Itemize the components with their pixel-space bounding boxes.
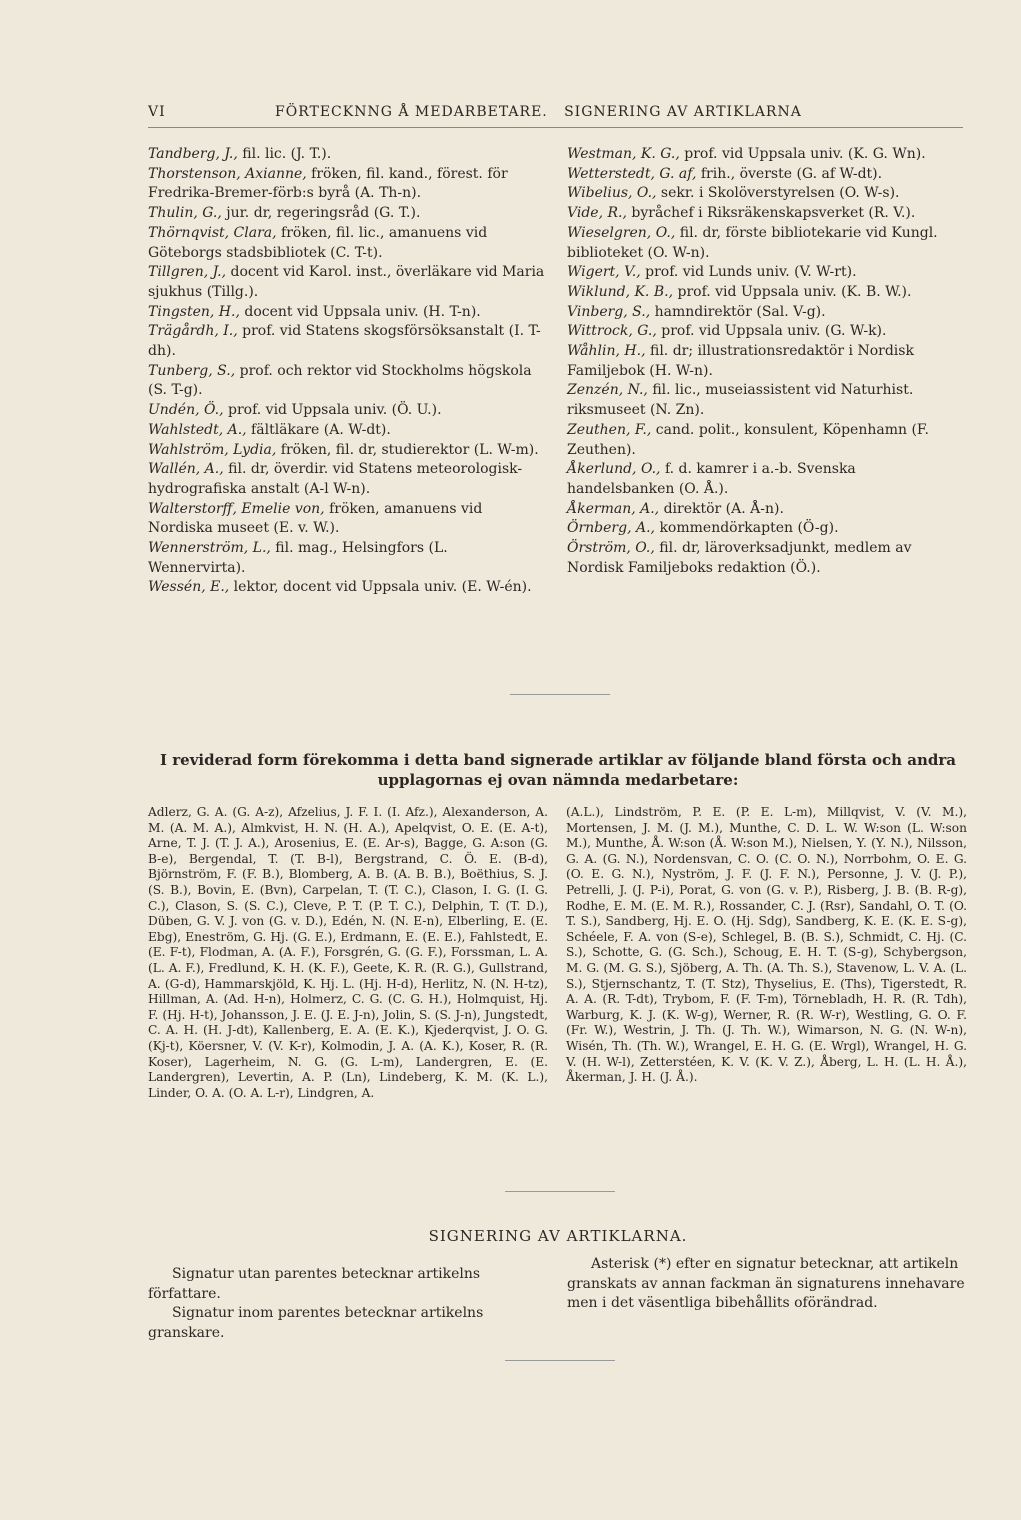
- contributor-entry: [148, 224, 546, 263]
- contributor-entry: [567, 165, 967, 185]
- contributor-description: fröken, fil. kand., förest. för Fredrika-Bremer-förb:s byrå (A. Th-n).: [148, 165, 508, 202]
- contributor-name: Trägårdh, I.,: [148, 323, 238, 340]
- contributor-description: prof. vid Uppsala univ. (Ö. U.).: [223, 402, 442, 419]
- signing-reviewer-note: Signatur inom parentes betecknar artikelns granskare.: [148, 1305, 484, 1341]
- contributor-name: Walterstorff, Emelie von,: [148, 500, 325, 517]
- contributor-entry: [567, 224, 967, 263]
- contributor-entry: [567, 283, 967, 303]
- contributor-entry: [148, 165, 546, 204]
- contributor-entry: [567, 421, 967, 460]
- contributor-description: docent vid Uppsala univ. (H. T-n).: [239, 303, 481, 320]
- contributor-description: fil. lic., museiassistent vid Naturhist. riksmuseet (N. Zn).: [567, 382, 914, 419]
- contributor-description: fröken, amanuens vid Nordiska museet (E. v. W.).: [148, 500, 483, 537]
- contributor-entry: [148, 145, 546, 165]
- contributor-entry: [567, 539, 967, 578]
- contributor-name: Åkerlund, O.,: [567, 461, 661, 478]
- contributor-entry: [567, 500, 967, 520]
- contributor-description: fil. dr; illustrationsredaktör i Nordisk Familjebok (H. W-n).: [567, 343, 914, 379]
- signing-author-note: Signatur utan parentes betecknar artikelns författare.: [148, 1266, 481, 1302]
- contributor-description: kommendörkapten (Ö-g).: [655, 520, 839, 537]
- contributor-name: Tillgren, J.,: [148, 264, 227, 281]
- contributor-description: prof. vid Statens skogsförsöksanstalt (I. T-dh).: [148, 323, 541, 360]
- contributor-name: Wennerström, L.,: [148, 540, 271, 557]
- signing-asterisk-note: Asterisk (*) efter en signatur betecknar, att artikeln granskats av annan fackman än signaturens innehavare men i det väsentliga bibehållits oförändrad.: [567, 1256, 965, 1311]
- contributor-name: Vide, R.,: [567, 205, 627, 222]
- signing-heading: SIGNERING AV ARTIKLARNA.: [428, 1227, 688, 1245]
- contributor-entry: [567, 184, 967, 204]
- contributor-entry: [567, 342, 967, 381]
- contributor-entry: [148, 401, 546, 421]
- contributor-entry: [148, 322, 546, 361]
- contributor-description: hamndirektör (Sal. V-g).: [650, 303, 826, 320]
- contributor-name: Wahlstedt, A.,: [148, 421, 247, 438]
- section-divider-3: [505, 1360, 615, 1361]
- contributor-name: Wiklund, K. B.,: [567, 283, 674, 300]
- signing-left-text: [148, 1265, 548, 1343]
- contributor-name: Thulin, G.,: [148, 205, 222, 222]
- contributor-description: fil. dr, förste bibliotekarie vid Kungl. biblioteket (O. W-n).: [567, 224, 938, 261]
- contributor-name: Örström, O.,: [567, 540, 655, 557]
- contributor-entry: [148, 500, 546, 539]
- page-header: [148, 104, 968, 128]
- contributor-entry: [148, 539, 546, 578]
- contributor-entry: [148, 441, 546, 461]
- contributor-description: fil. dr, läroverksadjunkt, medlem av Nordisk Familjeboks redaktion (Ö.).: [567, 540, 912, 576]
- contributor-entry: [148, 263, 546, 302]
- contributor-name: Thorstenson, Axianne,: [148, 165, 307, 182]
- contributor-description: fil. dr, överdir. vid Statens meteorologisk-hydrografiska anstalt (A-l W-n).: [148, 461, 523, 497]
- contributor-description: fröken, fil. dr, studierektor (L. W-m).: [276, 441, 539, 458]
- contributor-entry: [148, 303, 546, 323]
- contributor-description: frih., överste (G. af W-dt).: [696, 165, 883, 182]
- contributor-name: Zeuthen, F.,: [567, 421, 652, 438]
- contributor-entry: [567, 322, 967, 342]
- contributor-name: Åkerman, A.,: [567, 500, 660, 517]
- contributor-name: Wittrock, G.,: [567, 323, 657, 340]
- contributor-name: Tingsten, H.,: [148, 303, 240, 320]
- contributor-description: direktör (A. Å-n).: [659, 500, 784, 517]
- contributor-description: prof. vid Uppsala univ. (K. B. W.).: [673, 283, 912, 300]
- signing-right-text: [567, 1255, 967, 1314]
- contributor-name: Wieselgren, O.,: [567, 224, 676, 241]
- contributor-entry: [567, 381, 967, 420]
- revised-heading: I reviderad form förekomma i detta band signerade artiklar av följande bland första och andra upplagornas ej ovan nämnda medarbetare:: [160, 751, 956, 789]
- contributor-name: Wetterstedt, G. af,: [567, 165, 697, 182]
- contributor-description: cand. polit., konsulent, Köpenhamn (F. Zeuthen).: [567, 421, 929, 458]
- contributor-name: Wessén, E.,: [148, 579, 230, 596]
- contributor-name: Westman, K. G.,: [567, 146, 680, 162]
- contributor-entry: [567, 460, 967, 499]
- contributor-name: Örnberg, A.,: [567, 520, 655, 537]
- contributor-entry: [567, 263, 967, 283]
- contributor-description: jur. dr, regeringsråd (G. T.).: [221, 205, 421, 222]
- contributor-entry: [567, 145, 967, 165]
- contributor-description: fil. lic. (J. T.).: [237, 146, 332, 162]
- contributors-left-column: [148, 145, 546, 598]
- contributor-description: fältläkare (A. W-dt).: [246, 421, 391, 438]
- contributor-name: Tandberg, J.,: [148, 146, 238, 162]
- contributor-entry: [567, 303, 967, 323]
- contributor-entry: [148, 578, 546, 598]
- contributor-entry: [148, 421, 546, 441]
- contributor-description: docent vid Karol. inst., överläkare vid Maria sjukhus (Tillg.).: [148, 264, 545, 300]
- contributor-name: Wallén, A.,: [148, 461, 224, 478]
- revised-list-left: Adlerz, G. A. (G. A-z), Afzelius, J. F. I. (I. Afz.), Alexanderson, A. M. (A. M. A.), Almkvist, H. N. (H. A.), Apelqvist, O. E. (E. A-t), Arne, T. J. (T. J. A.), Arosenius, E. (E. Ar-s), Bagge, G. A:son (G. B-e), Bergendal, T. (T. B-l), Bergstrand, C. Ö. E. (B-d), Björnström, F. (F. B.), Blomberg, A. B. (A. B. B.), Boëthius, S. J. (S. B.), Bovin, E. (Bvn), Carpelan, T. (T. C.), Clason, I. G. (I. G. C.), Clason, S. (S. C.), Cleve, P. T. (P. T. C.), Delphin, T. (T. D.), Düben, G. V. J. von (G. v. D.), Edén, N. (N. E-n), Elberling, E. (E. Ebg), Eneström, G. Hj. (G. E.), Erdmann, E. (E. E.), Fahlstedt, E. (E. F-t), Flodman, A. (A. F.), Forsgrén, G. (G. F.), Forssman, L. A. (L. A. F.), Fredlund, K. H. (K. F.), Geete, K. R. (R. G.), Gullstrand, A. (G-d), Hammarskjöld, K. Hj. L. (Hj. H-d), Herlitz, N. (N. H-tz), Hillman, A. (Ad. H-n), Holmerz, C. G. (C. G. H.), Holmquist, Hj. F. (Hj. H-t), Johansson, J. E. (J. E. J-n), Jolin, S. (S. J-n), Jungstedt, C. A. H. (H. J-dt), Kallenberg, E. A. (E. K.), Kjederqvist, J. O. G. (Kj-t), Köersner, V. (V. K-r), Kolmodin, J. A. (A. K.), Koser, R. (R. Koser), Lagerheim, N. G. (G. L-m), Landergren, E. (E. Landergren), Levertin, A. P. (Ln), Lindeberg, K. M. (K. L.), Linder, O. A. (O. A. L-r), Lindgren, A.: [148, 805, 548, 1100]
- contributor-description: prof. vid Uppsala univ. (K. G. Wn).: [679, 146, 926, 162]
- contributor-description: byråchef i Riksräkenskapsverket (R. V.).: [626, 205, 916, 222]
- contributor-description: prof. vid Uppsala univ. (G. W-k).: [656, 323, 887, 340]
- contributor-name: Wigert, V.,: [567, 264, 641, 281]
- page-header-title: FÖRTECKNNG Å MEDARBETARE. SIGNERING AV ARTIKLARNA: [275, 104, 802, 120]
- contributor-description: fröken, fil. lic., amanuens vid Göteborgs stadsbibliotek (C. T-t).: [148, 224, 488, 261]
- contributor-entry: [148, 362, 546, 401]
- contributor-description: f. d. kamrer i a.-b. Svenska handelsbanken (O. Å.).: [567, 461, 856, 497]
- contributor-name: Zenzén, N.,: [567, 382, 648, 399]
- revised-list-right: (A.L.), Lindström, P. E. (P. E. L-m), Millqvist, V. (V. M.), Mortensen, J. M. (J. M.), Munthe, C. D. L. W. W:son (L. W:son M.), Munthe, Å. W:son (Å. W:son M.), Nielsen, Y. (Y. N.), Nilsson, G. A. (G. N.), Nordensvan, C. O. (C. O. N.), Norrbohm, O. E. G. (O. E. G. N.), Nyström, J. F. (J. F. N.), Personne, J. V. (J. P.), Petrelli, J. (J. P-i), Porat, G. von (G. v. P.), Risberg, J. B. (B. R-g), Rodhe, E. M. (E. M. R.), Rossander, C. J. (Rsr), Sandahl, O. T. (O. T. S.), Sandberg, Hj. E. O. (Hj. Sdg), Sandberg, K. E. (K. E. S-g), Schéele, F. A. von (S-e), Schlegel, B. (B. S.), Schmidt, C. Hj. (C. S.), Schotte, G. (G. Sch.), Schoug, E. H. T. (S-g), Schybergson, M. G. (M. G. S.), Sjöberg, A. Th. (A. Th. S.), Stavenow, L. V. A. (L. S.), Stjernschantz, T. (T. Stz), Thyselius, E. (Ths), Tigerstedt, R. A. A. (R. T-dt), Trybom, F. (F. T-m), Törnebladh, H. R. (R. Tdh), Warburg, K. J. (K. W-g), Werner, R. (R. W-r), Westling, G. O. F. (Fr. W.), Westrin, J. Th. (J. Th. W.), Wimarson, N. G. (N. W-n), Wisén, Th. (Th. W.), Wrangel, E. H. G. (E. Wrgl), Wrangel, H. G. V. (H. W-l), Zetterstéen, K. V. (K. V. Z.), Åberg, L. H. (L. H. Å.), Åkerman, J. H. (J. Å.).: [566, 805, 967, 1085]
- contributor-entry: [148, 204, 546, 224]
- contributor-description: sekr. i Skolöverstyrelsen (O. W-s).: [656, 185, 900, 202]
- contributor-name: Wåhlin, H.,: [567, 343, 646, 360]
- section-divider-2: [505, 1191, 615, 1192]
- contributor-name: Wahlström, Lydia,: [148, 441, 277, 458]
- header-rule: [148, 127, 963, 128]
- contributor-description: lektor, docent vid Uppsala univ. (E. W-én).: [229, 579, 532, 596]
- contributor-description: fil. mag., Helsingfors (L. Wennervirta).: [148, 540, 448, 576]
- contributor-entry: [567, 204, 967, 224]
- contributor-name: Tunberg, S.,: [148, 362, 236, 379]
- contributor-description: prof. och rektor vid Stockholms högskola (S. T-g).: [148, 362, 532, 399]
- contributors-right-column: [567, 145, 967, 578]
- contributor-description: prof. vid Lunds univ. (V. W-rt).: [640, 264, 857, 281]
- page-number: VI: [148, 104, 166, 120]
- contributor-name: Wibelius, O.,: [567, 185, 657, 202]
- contributor-entry: [148, 460, 546, 499]
- contributor-name: Thörnqvist, Clara,: [148, 224, 277, 241]
- section-divider: [510, 694, 610, 695]
- contributor-name: Vinberg, S.,: [567, 303, 651, 320]
- contributor-entry: [567, 519, 967, 539]
- contributor-name: Undén, Ö.,: [148, 402, 224, 419]
